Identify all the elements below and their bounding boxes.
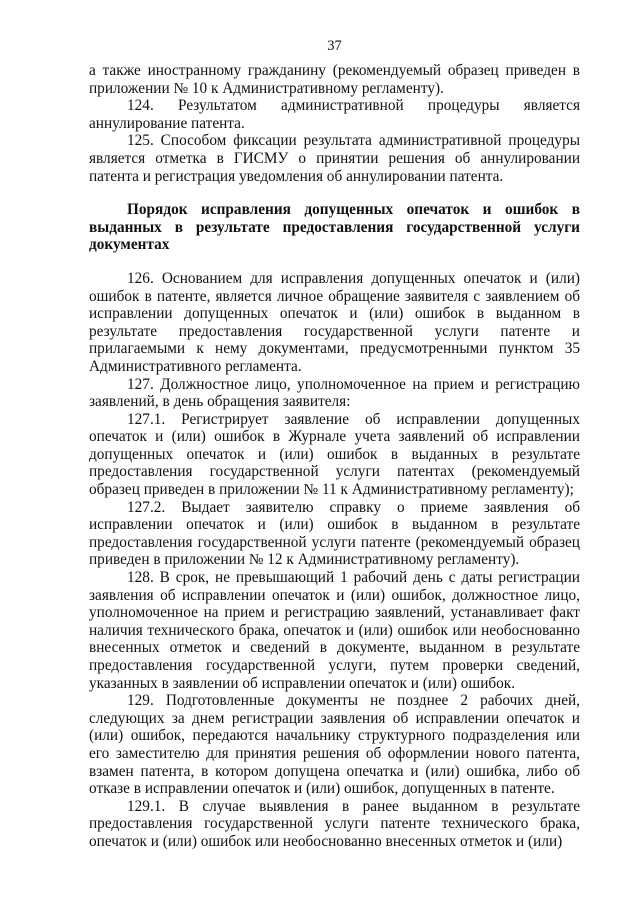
paragraph-127-1: 127.1. Регистрирует заявление об исправлении допущенных опечаток и (или) ошибок в Журнале учета заявлений об исправлении допущенных опечаток и (или) ошибок в выданных в результате предоставления государственной услуги патентах (рекомендуемый образец приведен в приложении № 11 к Административному регламенту); bbox=[89, 410, 580, 499]
paragraph-continuation: а также иностранному гражданину (рекомендуемый образец приведен в приложении № 10 к Административному регламенту). bbox=[89, 62, 580, 97]
paragraph-129-1: 129.1. В случае выявления в ранее выданном в результате предоставления государственной услуги патенте технического брака, опечаток и (или) ошибок или необоснованно внесенных отметок и (или) bbox=[89, 797, 580, 850]
paragraph-124: 124. Результатом административной процедуры является аннулирование патента. bbox=[89, 97, 580, 132]
paragraph-127-2: 127.2. Выдает заявителю справку о приеме заявления об исправлении опечаток и (или) ошибок в выданном в результате предоставления государственной услуги патенте (рекомендуемый образец приведен в приложении № 12 к Административному регламенту). bbox=[89, 498, 580, 569]
document-page bbox=[89, 36, 580, 851]
section-heading: Порядок исправления допущенных опечаток и ошибок в выданных в результате предоставления государственной услуги документах bbox=[89, 201, 580, 254]
paragraph-127: 127. Должностное лицо, уполномоченное на прием и регистрацию заявлений, в день обращения заявителя: bbox=[89, 375, 580, 411]
paragraph-129: 129. Подготовленные документы не позднее 2 рабочих дней, следующих за днем регистрации заявления об исправлении опечаток и (или) ошибок, передаются начальнику структурного подразделения или его заместителю для принятия решения об оформлении нового патента, взамен патента, в котором допущена опечатка и (или) ошибка, либо об отказе в исправлении опечаток и (или) ошибок, допущенных в патенте. bbox=[89, 692, 580, 798]
page-number: 37 bbox=[327, 38, 342, 54]
paragraph-125: 125. Способом фиксации результата административной процедуры является отметка в ГИСМУ о принятии решения об аннулировании патента и регистрация уведомления об аннулировании патента. bbox=[89, 132, 580, 185]
paragraph-126: 126. Основанием для исправления допущенных опечаток и (или) ошибок в патенте, является личное обращение заявителя с заявлением об исправлении допущенных опечаток и (или) ошибок в выданном в результате предоставления государственной услуги патенте и прилагаемыми к нему документами, предусмотренными пунктом 35 Административного регламента. bbox=[89, 269, 580, 375]
paragraph-128: 128. В срок, не превышающий 1 рабочий день с даты регистрации заявления об исправлении опечаток и (или) ошибок, должностное лицо, уполномоченное на прием и регистрацию заявлений, устанавливает факт наличия технического брака, опечаток и (или) ошибок или необоснованно внесенных отметок и сведений в документе, выданном в результате предоставления государственной услуги, путем проверки сведений, указанных в заявлении об исправлении опечаток и (или) ошибок. bbox=[89, 569, 580, 692]
